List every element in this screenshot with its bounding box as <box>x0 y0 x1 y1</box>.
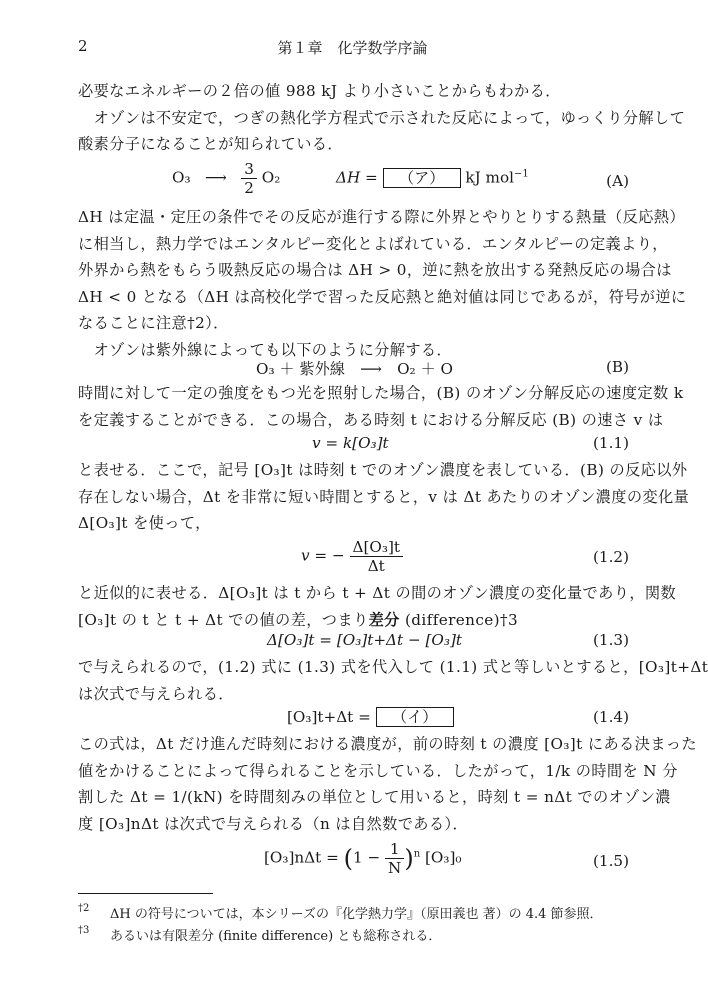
paragraph-5 <box>78 580 677 633</box>
equation-label-1-3: (1.3) <box>592 631 629 649</box>
footnote-rule <box>78 893 213 894</box>
equation-label-B: (B) <box>605 358 629 376</box>
equation-A <box>172 160 529 197</box>
text-line: 割した Δt = 1/(kN) を時間刻みの単位として用いると，時刻 t = nΔt でのオゾン濃 <box>78 788 671 806</box>
equation-1-3: Δ[O₃]t = [O₃]t+Δt − [O₃]t <box>267 631 463 649</box>
equation-label-1-1: (1.1) <box>592 434 629 452</box>
text-line: 度 [O₃]nΔt は次式で与えられる（n は自然数である）． <box>78 814 469 833</box>
eq-a-unit-exp: −1 <box>513 168 529 180</box>
text-line: なることに注意†2）． <box>78 314 229 332</box>
equation-label-1-5: (1.5) <box>592 852 629 870</box>
text-line: を定義することができる．この場合，ある時刻 t における分解反応 (B) の速さ v は <box>78 410 664 429</box>
equation-label-1-2: (1.2) <box>592 548 629 566</box>
eq-a-reactant: O₃ <box>172 168 191 187</box>
paragraph-1 <box>78 78 686 158</box>
text-line: 存在しない場合，Δt を非常に短い時間とすると，v は Δt あたりのオゾン濃度の変化量 <box>78 487 690 506</box>
footnote-2: †2 ΔH の符号については，本シリーズの『化学熱力学』（原田義也 著）の 4.4 節参照． <box>78 903 603 922</box>
text-line: ΔH < 0 となる（ΔH は高校化学で習った反応熱と絶対値は同じであるが，符号が逆に <box>78 287 687 306</box>
paragraph-2 <box>78 204 687 363</box>
eq-a-unit: kJ mol <box>465 168 514 187</box>
page-number: 2 <box>78 37 88 55</box>
footnote-3: †3 あるいは有限差分 (finite difference) とも総称される． <box>78 925 442 944</box>
equation-1-2: v = − $\frac{\text{Δ[O₃]t}}{\Delta t}$ <box>301 538 403 575</box>
equation-1-1: v = k[O₃]t <box>312 434 389 452</box>
text-line: ΔH は定温・定圧の条件でその反応が進行する際に外界とやりとりする熱量（反応熱） <box>78 208 685 226</box>
text-line: 値をかけることによって得られることを示している．したがって，1/k の時間を N 分 <box>78 761 678 780</box>
eq-a-product: O₂ <box>261 168 281 187</box>
text-line: に相当し，熱力学ではエンタルピー変化とよばれている．エンタルピーの定義より， <box>78 234 668 253</box>
text-line: オゾンは紫外線によっても以下のように分解する． <box>78 340 453 359</box>
equation-label-A: (A) <box>606 172 629 190</box>
text-line: 酸素分子になることが知られている． <box>78 135 343 153</box>
paragraph-4 <box>78 457 690 537</box>
eq-a-coefficient: $\frac{3}{2}$ <box>241 160 257 197</box>
text-line: [O₃]t の t と t + Δt での値の差，つまり差分 (difference)†3 <box>78 610 519 629</box>
equation-B: O₃ ＋ 紫外線 ⟶ O₂ ＋ O <box>256 360 453 378</box>
text-line: 外界から熱をもらう吸熱反応の場合は ΔH > 0，逆に熱を放出する発熱反応の場合は <box>78 261 672 279</box>
paragraph-6 <box>78 654 708 707</box>
text-line: と表せる．ここで，記号 [O₃]t は時刻 t でのオゾン濃度を表している．(B) の反応以外 <box>78 461 688 479</box>
blank-i: （イ） <box>376 707 454 727</box>
eq-a-arrow: ⟶ <box>205 168 227 187</box>
text-line: で与えられるので，(1.2) 式に (1.3) 式を代入して (1.1) 式と等しいとすると，[O₃]t+Δt <box>78 658 708 676</box>
text-line: Δ[O₃]t を使って， <box>78 514 211 532</box>
chapter-title: 第１章 化学数学序論 <box>277 39 428 57</box>
bold-term: 差分 <box>368 610 400 629</box>
text-line: と近似的に表せる．Δ[O₃]t は t から t + Δt の間のオゾン濃度の変化量であり，関数 <box>78 584 677 602</box>
eq-a-delta-h: ΔH = <box>336 168 378 187</box>
paragraph-7 <box>78 731 697 837</box>
text-line: オゾンは不安定で，つぎの熱化学方程式で示された反応によって，ゆっくり分解して <box>78 108 686 127</box>
blank-a: （ア） <box>383 168 461 188</box>
equation-1-5: [O₃]nΔt = (1 − $\frac{1}{N}$ )$^n$ [O₃]₀ <box>264 840 462 877</box>
text-line: この式は，Δt だけ進んだ時刻における濃度が，前の時刻 t の濃度 [O₃]t にある決まった <box>78 735 697 753</box>
text-line: 必要なエネルギーの２倍の値 988 kJ より小さいことからもわかる． <box>78 82 561 100</box>
paragraph-3 <box>78 380 684 433</box>
equation-1-4: [O₃]t+Δt = （イ） <box>287 707 454 727</box>
text-line: は次式で与えられる． <box>78 684 234 703</box>
equation-label-1-4: (1.4) <box>592 708 629 726</box>
text-line: 時間に対して一定の強度をもつ光を照射した場合，(B) のオゾン分解反応の速度定数 k <box>78 384 684 402</box>
